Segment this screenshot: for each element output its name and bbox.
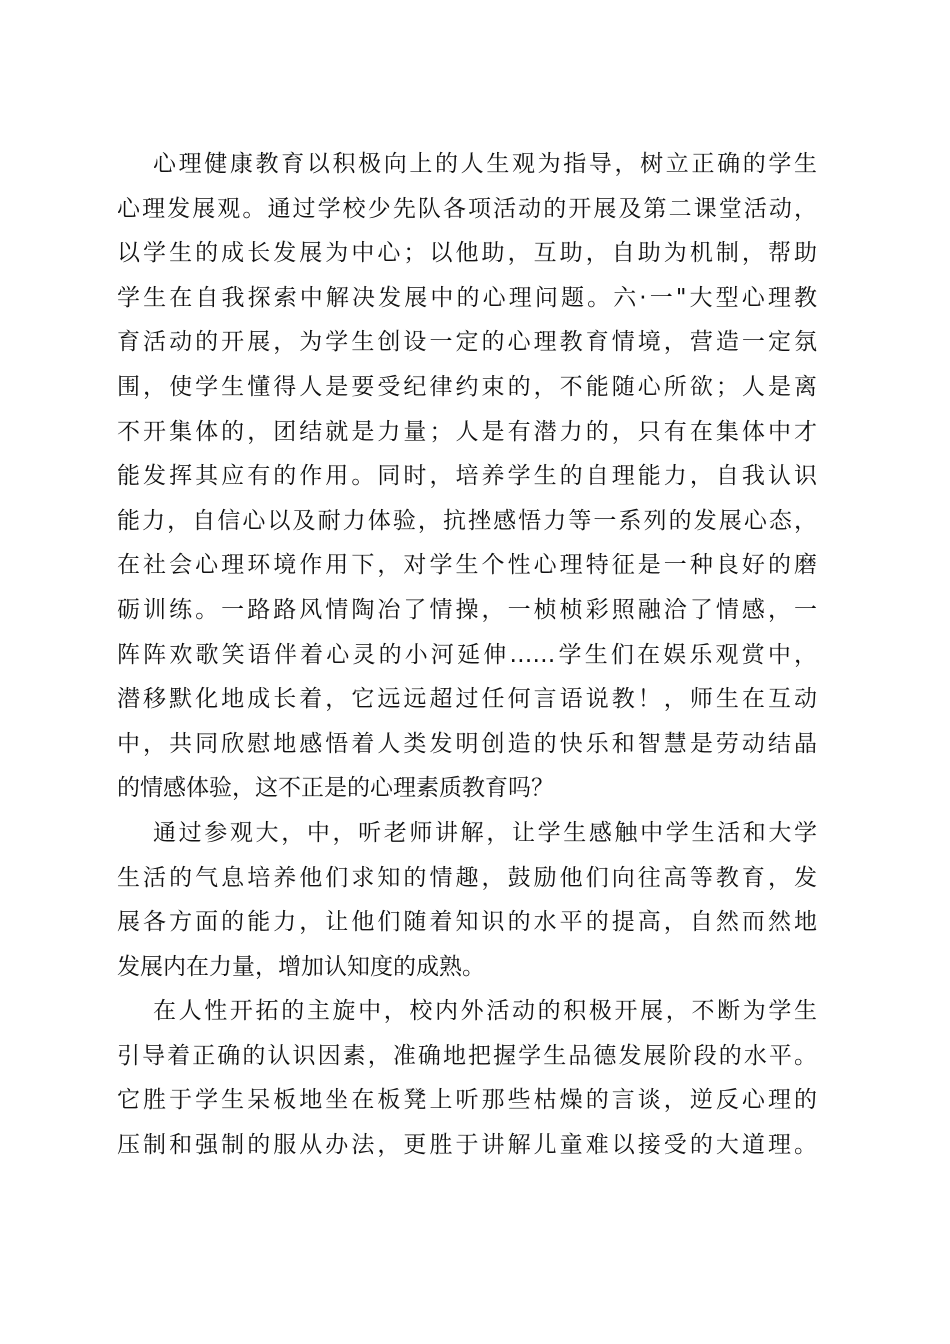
text-line: 砺训练。一路路风情陶冶了情操，一桢桢彩照融洽了情感，一 (117, 596, 817, 623)
document-page (117, 142, 817, 1168)
paragraph (117, 142, 817, 811)
text-line: 阵阵欢歌笑语伴着心灵的小河延伸……学生们在娱乐观赏中， (117, 641, 817, 668)
text-line: 以学生的成长发展为中心；以他助，互助，自助为机制，帮助 (117, 240, 817, 267)
text-line: 心理健康教育以积极向上的人生观为指导，树立正确的学生 (153, 151, 817, 177)
paragraph (117, 989, 817, 1167)
text-line: 引导着正确的认识因素，准确地把握学生品德发展阶段的水平。 (117, 1042, 817, 1069)
text-line: 它胜于学生呆板地坐在板凳上听那些枯燥的言谈，逆反心理的 (117, 1087, 817, 1114)
text-line: 不开集体的，团结就是力量；人是有潜力的，只有在集体中才 (117, 418, 817, 445)
text-line: 发展内在力量，增加认知度的成熟。 (117, 953, 485, 980)
text-line: 中，共同欣慰地感悟着人类发明创造的快乐和智慧是劳动结晶 (117, 730, 817, 757)
text-line: 压制和强制的服从办法，更胜于讲解儿童难以接受的大道理。 (117, 1132, 817, 1159)
text-line: 的情感体验，这不正是的心理素质教育吗？ (117, 775, 554, 802)
text-line: 展各方面的能力，让他们随着知识的水平的提高，自然而然地 (117, 909, 817, 936)
text-line: 生活的气息培养他们求知的情趣，鼓励他们向往高等教育，发 (117, 864, 817, 891)
text-line: 心理发展观。通过学校少先队各项活动的开展及第二课堂活动， (117, 195, 817, 222)
paragraph (117, 811, 817, 989)
text-line: 育活动的开展，为学生创设一定的心理教育情境，营造一定氛 (117, 329, 817, 356)
text-line: 学生在自我探索中解决发展中的心理问题。六·一"大型心理教 (117, 284, 817, 311)
text-line: 能力，自信心以及耐力体验，抗挫感悟力等一系列的发展心态， (117, 507, 817, 534)
text-line: 在人性开拓的主旋中，校内外活动的积极开展，不断为学生 (153, 998, 817, 1025)
text-line: 围，使学生懂得人是要受纪律约束的，不能随心所欲；人是离 (117, 373, 817, 400)
text-line: 通过参观大，中，听老师讲解，让学生感触中学生活和大学 (153, 819, 817, 846)
text-line: 潜移默化地成长着，它远远超过任何言语说教！，师生在互动 (117, 686, 817, 713)
text-line: 在社会心理环境作用下，对学生个性心理特征是一种良好的磨 (117, 552, 817, 579)
text-line: 能发挥其应有的作用。同时，培养学生的自理能力，自我认识 (117, 463, 817, 490)
